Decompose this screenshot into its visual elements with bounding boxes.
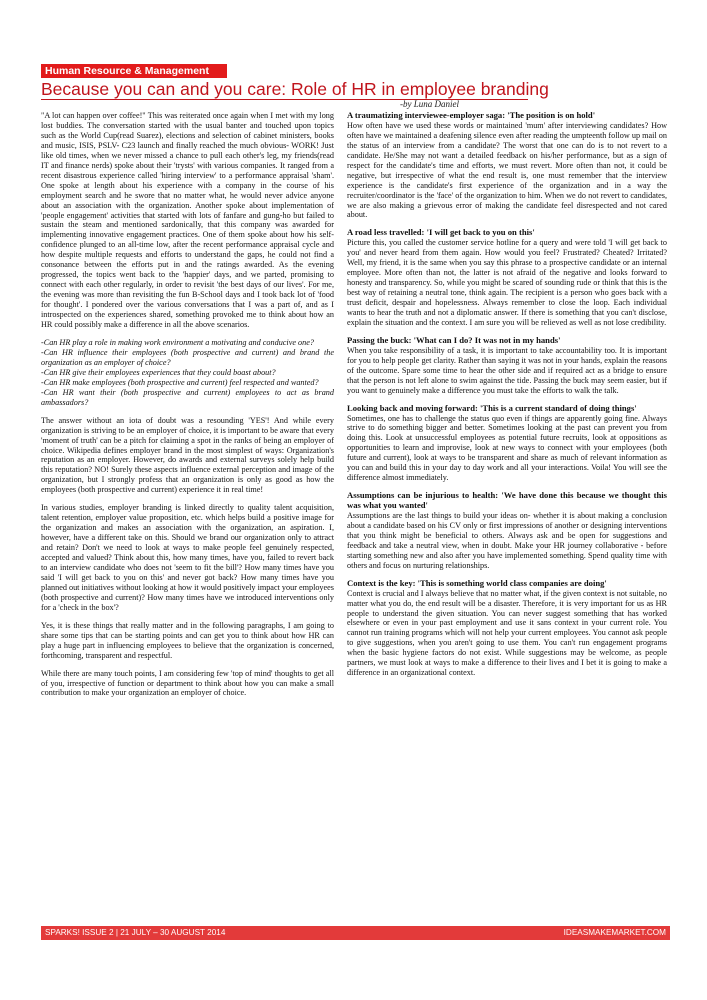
section-heading: Context is the key: 'This is something world class companies are doing' bbox=[347, 577, 607, 588]
section-body: Picture this, you called the customer service hotline for a query and were told 'I will get back to you' and never heard from them again. How would you feel? Frustrated? Cheated? Irritated? Well, my friend, it is the same when you say this phrase to a prospective candidate or an internal employee. More often than not, the latter is not afraid of the negative and looks forward to honesty and transparency. So, while you might be scared of sounding rude or think that this is the best way of retaining a neutral tone, think again. The recipient is a person who goes back with a trust deficit, despair and hopelessness. Always remember to close the loop. Each individual wants to hear the truth and not a diplomatic answer. If there is something that you can't disclose, explain the situation and the context. I am sure you will be relieved as well as not lose credibility. bbox=[347, 238, 667, 327]
question-item: -Can HR play a role in making work environment a motivating and conducive one? bbox=[41, 337, 314, 347]
section-context bbox=[347, 579, 667, 678]
question-item: -Can HR want their (both prospective and current) employees to act as brand ambassadors? bbox=[41, 387, 334, 407]
section-heading: A traumatizing interviewee-employer saga: 'The position is on hold' bbox=[347, 110, 596, 120]
question-list bbox=[41, 338, 334, 408]
body-paragraph: The answer without an iota of doubt was a resounding 'YES'! And while every organization is striving to be an employer of choice, it is important to be aware that every 'moment of truth' can be a pitch for claiming a spot in the ranks of being an employer of choice. Wikipedia defines employer brand in the most simplest of ways: Organization's reputation as an employer. However, do awards and external surveys solely help build this reputation? NO! Surely these aspects influence external perception and image of the organization, but I strongly profess that an organization is only as good as how the employees (both prospective and current) experience it in real time! bbox=[41, 415, 334, 495]
section-body: How often have we used these words or maintained 'mum' after interviewing candidates? How often have we maintained a deafening silence even after reading the umpteenth follow up mail on the status of an interview from a candidate? The worst that one can do is to not revert to a candidate. He/She may not want a detailed feedback on his/her performance, but as a sign of respect for the candidate's time and efforts, we must revert. More often than not, it could be negative, but irrespective of what the end result is, one must remember that the interview experience is the candidate's first experience of the organization and in a way the recruiter/coordinator is the 'face' of the organization to him. When we do not revert to candidates, we are also making a grievous error of making the candidate feel disrespected and not cared about. bbox=[347, 120, 667, 220]
right-column bbox=[347, 111, 667, 686]
section-body: When you take responsibility of a task, it is important to take accountability too. It is important for you to help people get clarity. Rather than saying it was not in your hands, explain the reasons of the outcome. Spare some time to hear the other side and if required act as a bridge to ensure that the person is not left alone to swim against the tide. Passing the buck may seem easier, but if you want to genuinely make a difference you must take the efforts to walk the talk. bbox=[347, 345, 667, 395]
section-tag: Human Resource & Management bbox=[41, 64, 227, 78]
article-title: Because you can and you care: Role of HR in employee branding bbox=[41, 79, 549, 99]
body-paragraph: In various studies, employer branding is linked directly to quality talent acquisition, talent retention, employer value proposition, etc. which helps build a positive image for the organization and makes an association with the organization, an aspiration. I, however, have a different take on this. Should we brand our organization only to attract and retain? Don't we need to look at ways to make people feel genuinely respected, accepted and valued? Think about this, how many times, have you, failed to revert back to an interview candidate who does not 'seem to fit the bill'? How many times have you said 'I will get back to you on this' and never got back? How many times have you planned out initiatives without looking at how it would positively impact your employees (both prospective and current)? How many times have we introduced interventions only for a 'check in the box'? bbox=[41, 503, 334, 612]
body-paragraph: While there are many touch points, I am considering few 'top of mind' thoughts to get all of you, irrespective of function or department to think about how you can make a small contribution to make your organization an employer of choice. bbox=[41, 668, 334, 698]
intro-paragraph: "A lot can happen over coffee!" This was reiterated once again when I met with my long lost buddies. The conversation started with the usual banter and touched upon topics such as the World Cup(read Suarez), elections and selection of cabinet ministers, books and music, ISIS, PSLV- C23 launch and finally reached the much obvious- WORK! Just like old times, when we never missed a chance to pull each other's leg, my friends(read IT and finance nerds) spoke about their 'trysts' with various companies. It ranged from a recent disastrous experience called 'hiring interview' to a performance appraisal 'sham'. One spoke at length about his experience with a company in the course of his employment search and he swore that no matter what, he would never advice anyone about an association with the organization. Another spoke about implementation of 'people engagement' activities that started with lots of fanfare and gung-ho but failed to sustain the steam and mentioned sardonically, that this company was awarded for implementing innovative engagement practices. One of them spoke about how his self-confidence plunged to an all-time low, after the recent performance appraisal cycle and how despite multiple requests and efforts to understand the gaps, he could not find a consonance between the efforts put in and the ratings awarded. As the evening progressed, the topics went back to the 'happier' days, and we parted, promising to connect with each other regularly, in order to revisit 'the best days of our lives'. For me, the evening was more than revisiting the fun B-School days and I took back lot of 'food for thought'. I pondered over the various conversations that I was a part of, and as I introspected on the experiences shared, something provoked me to think about how an HR could possibly make a difference in all the above scenarios. bbox=[41, 111, 334, 330]
byline: -by Luna Daniel bbox=[400, 99, 459, 109]
section-heading: Passing the buck: 'What can I do? It was not in my hands' bbox=[347, 334, 561, 345]
issue-info: SPARKS! ISSUE 2 | 21 JULY – 30 AUGUST 2014 bbox=[45, 928, 226, 937]
section-body: Sometimes, one has to challenge the status quo even if things are apparently going fine. Always strive to do something bigger and better. Sometimes looking at the past can prevent you from doing this. Look at unsuccessful employees as potential future recruits, look at oppositions as opportunities to learn and improvise, look at new ways to connect with your employees (both future and current), look at ways to be transparent and share as much of relevant information as you can and build this in your day to day work and all your interactions. Voila! You will see the difference almost immediately. bbox=[347, 413, 667, 483]
website-link[interactable]: IDEASMAKEMARKET.COM bbox=[563, 928, 666, 937]
section-heading: Looking back and moving forward: 'This is a current standard of doing things' bbox=[347, 402, 637, 413]
section-interview-saga bbox=[347, 111, 667, 220]
section-body: Assumptions are the last things to build your ideas on- whether it is about making a conclusion about a candidate based on his CV only or first impressions of another or designing interventions that you think might be beneficial to others. Always ask and be open for suggestions and feedback and take a neutral view, when in doubt. Make your HR journey collaborative - before starting something new and also after you have implemented something. Spend quality time with others and focus on nurturing relationships. bbox=[347, 510, 667, 570]
question-item: -Can HR give their employees experiences that they could boast about? bbox=[41, 367, 276, 377]
left-column bbox=[41, 111, 334, 706]
section-heading: A road less travelled: 'I will get back to you on this' bbox=[347, 227, 535, 238]
section-heading: Assumptions can be injurious to health: 'We have done this because we thought this was what you wanted' bbox=[347, 490, 667, 511]
body-paragraph: Yes, it is these things that really matter and in the following paragraphs, I am going to share some tips that can be starting points and can get you to think about how HR can play a huge part in influencing employees to believe that the organization is concerned, forthcoming, transparent and respectful. bbox=[41, 620, 334, 660]
section-passing-the-buck bbox=[347, 336, 667, 396]
section-looking-back bbox=[347, 404, 667, 484]
question-item: -Can HR make employees (both prospective and current) feel respected and wanted? bbox=[41, 377, 319, 387]
question-item: -Can HR influence their employees (both prospective and current) and brand the organization as an employer of choice? bbox=[41, 347, 334, 367]
footer-bar bbox=[41, 926, 670, 940]
section-road-less-travelled bbox=[347, 228, 667, 327]
section-assumptions bbox=[347, 491, 667, 571]
section-body: Context is crucial and I always believe that no matter what, if the given context is not suitable, no matter what you do, the end result will be a disaster. Therefore, it is very important for us as HR people to understand the given situation. You can never suggest something that has worked elsewhere or even in your past employment and use it sans context in your current role. You cannot run training programs which will not help your current employees. You cannot ask people to give suggestions, when you aren't going to use them. You can't run engagement programs when the basic hygiene factors do not exist. While suggestions may be welcome, as people partners, we must look at ways to make a difference to their lives and I bet it is going to make a difference in an organizational context. bbox=[347, 588, 667, 678]
